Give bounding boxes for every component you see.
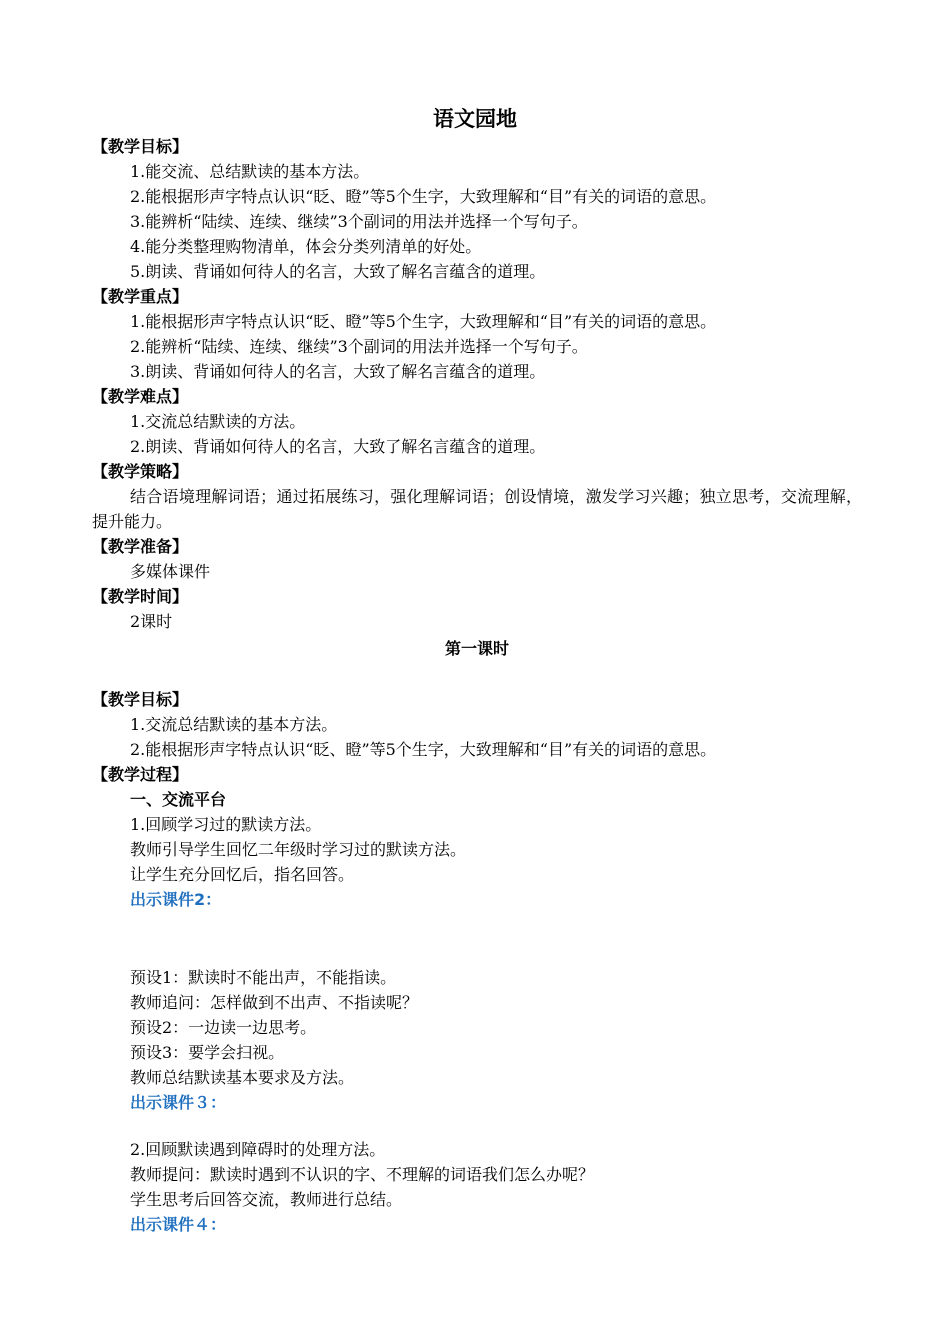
- strategy-text: 结合语境理解词语；通过拓展练习，强化理解词语；创设情境，激发学习兴趣；独立思考，交流理解，提升能力。: [92, 487, 862, 531]
- process-line: 教师总结默读基本要求及方法。: [130, 1068, 355, 1087]
- process-line: 预设1：默读时不能出声，不能指读。: [130, 968, 397, 987]
- process-line: 教师引导学生回忆二年级时学习过的默读方法。: [130, 840, 467, 859]
- difficulty-item: 1.交流总结默读的方法。: [130, 412, 306, 431]
- key-point-item: 2.能辨析“陆续、连续、继续”3个副词的用法并选择一个写句子。: [130, 337, 588, 356]
- slide-label: 出示课件３：: [130, 1093, 227, 1112]
- page-title: 语文园地: [433, 107, 517, 131]
- key-point-item: 1.能根据形声字特点认识“眨、瞪”等5个生字，大致理解和“目”有关的词语的意思。: [130, 312, 717, 331]
- slide-placeholder: [92, 1115, 862, 1137]
- goal-item: 4.能分类整理购物清单，体会分类列清单的好处。: [130, 237, 482, 256]
- strategy-heading: 【教学策略】: [92, 462, 189, 481]
- goals-heading: 【教学目标】: [92, 137, 189, 156]
- time-text: 2课时: [130, 612, 173, 631]
- process-line: 2.回顾默读遇到障碍时的处理方法。: [130, 1140, 386, 1159]
- process-line: 让学生充分回忆后，指名回答。: [130, 865, 355, 884]
- time-heading: 【教学时间】: [92, 587, 189, 606]
- preparation-text: 多媒体课件: [130, 562, 211, 581]
- slide-placeholder: [92, 912, 862, 965]
- slide-label: 出示课件４：: [130, 1215, 227, 1234]
- process-line: 教师提问：默读时遇到不认识的字、不理解的词语我们怎么办呢？: [130, 1165, 595, 1184]
- lesson-goal-item: 1.交流总结默读的基本方法。: [130, 715, 338, 734]
- process-line: 预设3：要学会扫视。: [130, 1043, 285, 1062]
- difficulty-item: 2.朗读、背诵如何待人的名言，大致了解名言蕴含的道理。: [130, 437, 546, 456]
- preparation-heading: 【教学准备】: [92, 537, 189, 556]
- slide-label: 出示课件2：: [130, 890, 222, 909]
- lesson-goals-heading: 【教学目标】: [92, 690, 189, 709]
- goal-item: 1.能交流、总结默读的基本方法。: [130, 162, 370, 181]
- document-body: [92, 134, 862, 1237]
- spacer: [92, 661, 862, 687]
- key-points-heading: 【教学重点】: [92, 287, 189, 306]
- goal-item: 5.朗读、背诵如何待人的名言，大致了解名言蕴含的道理。: [130, 262, 546, 281]
- goal-item: 2.能根据形声字特点认识“眨、瞪”等5个生字，大致理解和“目”有关的词语的意思。: [130, 187, 717, 206]
- section-title: 一、交流平台: [130, 790, 227, 809]
- process-line: 教师追问：怎样做到不出声、不指读呢？: [130, 993, 419, 1012]
- lesson-goal-item: 2.能根据形声字特点认识“眨、瞪”等5个生字，大致理解和“目”有关的词语的意思。: [130, 740, 717, 759]
- difficulties-heading: 【教学难点】: [92, 387, 189, 406]
- lesson-title: 第一课时: [444, 639, 509, 658]
- key-point-item: 3.朗读、背诵如何待人的名言，大致了解名言蕴含的道理。: [130, 362, 546, 381]
- process-line: 预设2：一边读一边思考。: [130, 1018, 317, 1037]
- process-line: 学生思考后回答交流，教师进行总结。: [130, 1190, 403, 1209]
- goal-item: 3.能辨析“陆续、连续、继续”3个副词的用法并选择一个写句子。: [130, 212, 588, 231]
- process-line: 1.回顾学习过的默读方法。: [130, 815, 322, 834]
- process-heading: 【教学过程】: [92, 765, 189, 784]
